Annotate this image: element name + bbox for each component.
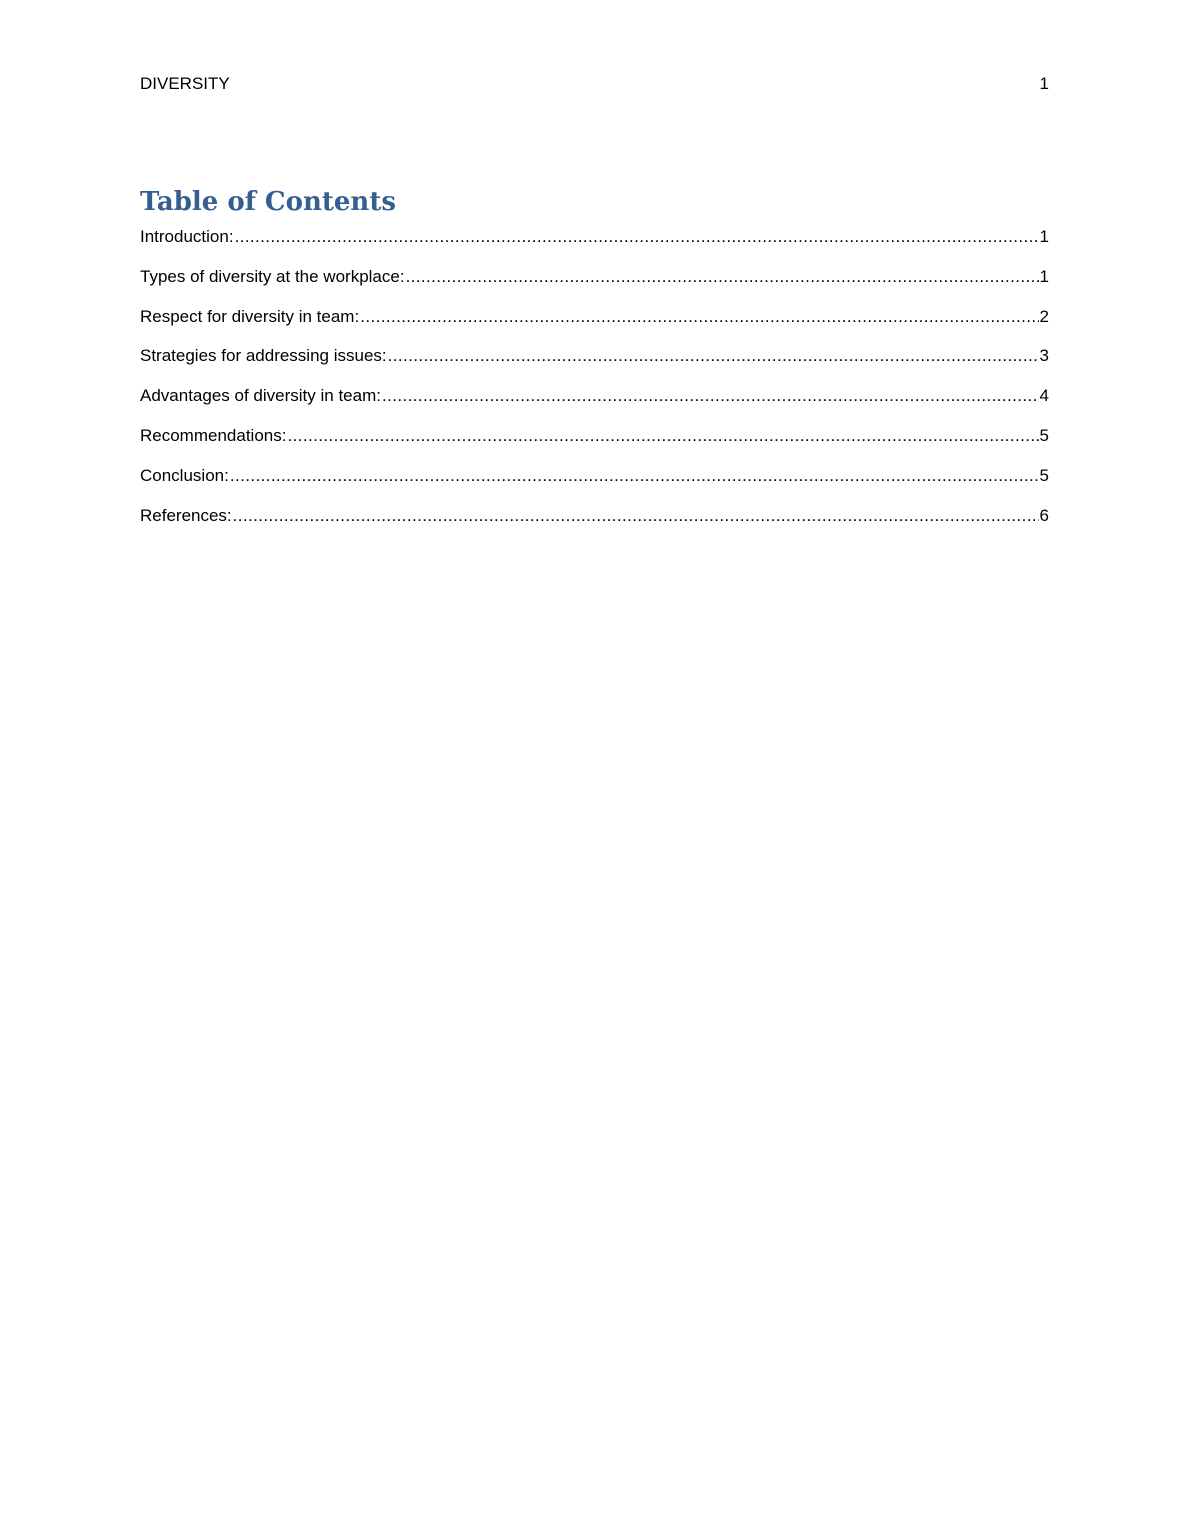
dot-leader [388, 344, 1039, 368]
toc-entry-types-of-diversity[interactable] [140, 265, 1049, 305]
toc-entry-introduction[interactable] [140, 225, 1049, 265]
page-header [140, 73, 1049, 95]
dot-leader [235, 225, 1039, 249]
toc-entry-label: Types of diversity at the workplace: [140, 266, 405, 286]
toc-entry-page: 1 [1039, 227, 1049, 246]
toc-entry-page: 5 [1039, 425, 1049, 445]
dot-leader [382, 384, 1039, 408]
toc-entry-page: 5 [1039, 465, 1049, 485]
dot-leader [233, 504, 1039, 528]
toc-entry-respect-for-diversity[interactable] [140, 305, 1049, 345]
toc-entry-page: 2 [1039, 306, 1049, 326]
toc-entry-label: Strategies for addressing issues: [140, 346, 387, 366]
table-of-contents [140, 225, 1049, 543]
dot-leader [230, 464, 1039, 488]
running-head: DIVERSITY [140, 74, 230, 93]
dot-leader [287, 424, 1038, 448]
toc-entry-label: Respect for diversity in team: [140, 306, 360, 326]
toc-entry-page: 3 [1039, 346, 1049, 366]
toc-entry-label: Recommendations: [140, 425, 287, 445]
toc-entry-label: Conclusion: [140, 465, 229, 485]
toc-entry-label: Introduction: [140, 227, 234, 246]
page-number: 1 [1039, 74, 1049, 93]
toc-entry-page: 1 [1039, 266, 1049, 286]
toc-entry-references[interactable] [140, 504, 1049, 544]
toc-entry-recommendations[interactable] [140, 424, 1049, 464]
toc-entry-page: 4 [1039, 386, 1049, 406]
dot-leader [406, 265, 1039, 289]
toc-heading: Table of Contents [140, 187, 396, 217]
toc-entry-label: References: [140, 505, 232, 525]
toc-entry-label: Advantages of diversity in team: [140, 386, 381, 406]
dot-leader [360, 305, 1038, 329]
toc-entry-strategies[interactable] [140, 344, 1049, 384]
toc-entry-conclusion[interactable] [140, 464, 1049, 504]
toc-entry-advantages[interactable] [140, 384, 1049, 424]
toc-entry-page: 6 [1039, 505, 1049, 525]
